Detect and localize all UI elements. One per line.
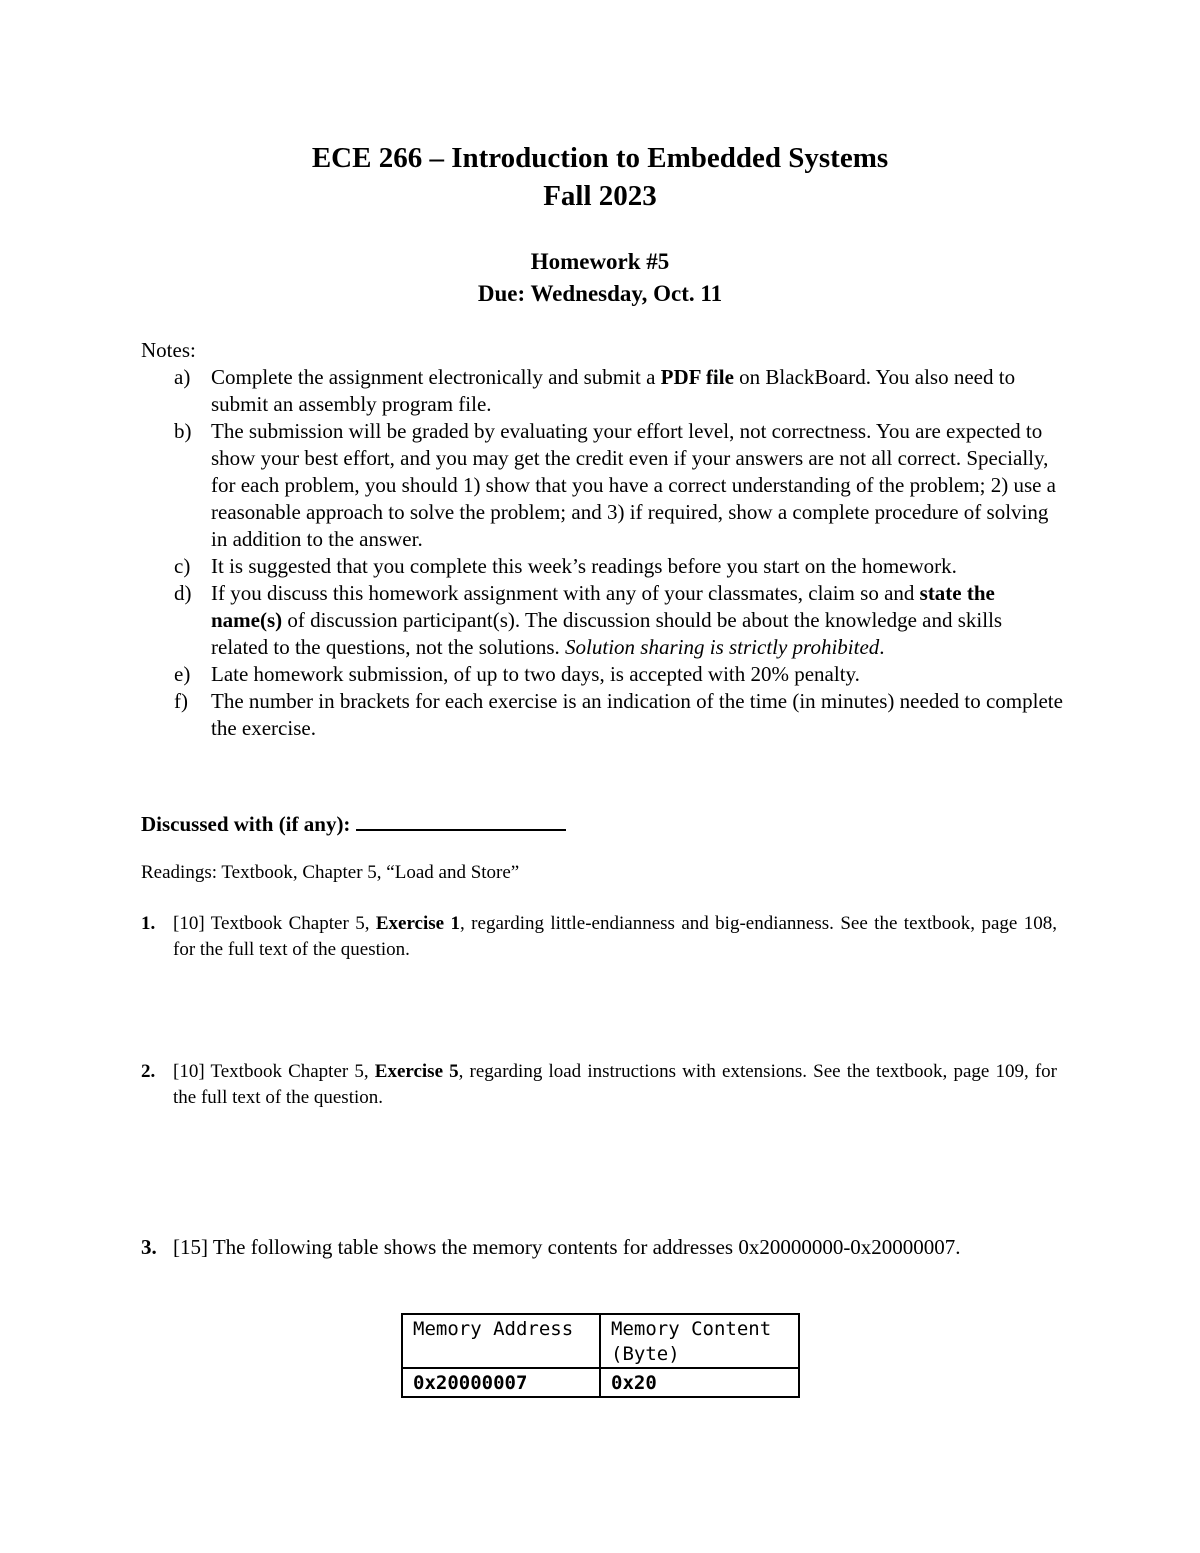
question-body: [10] Textbook Chapter 5, Exercise 1, regarding little-endianness and big-endianness. See the textbook, page 108, for the full text of the question. <box>173 913 1057 960</box>
assignment-title: Homework #5 <box>530 249 670 274</box>
note-marker: b) <box>174 419 192 443</box>
note-item: b) The submission will be graded by evaluating your effort level, not correctness. You are expected to show your best effort, and you may get the credit even if your answers are not all correct. Specially, for each problem, you should 1) show that you have a correct understanding of the problem; 2) use a reasonable approach to solve the problem; and 3) if required, show a complete procedure of solving in addition to the answer. <box>174 419 1057 551</box>
table-cell: 0x20000007 <box>402 1368 600 1397</box>
readings: Readings: Textbook, Chapter 5, “Load and Store” <box>141 862 520 883</box>
note-item: f) The number in brackets for each exercise is an indication of the time (in minutes) needed to complete the exercise. <box>174 689 1063 740</box>
discussed-with <box>141 809 566 837</box>
question-number: 2. <box>141 1061 156 1082</box>
column-header: Memory Content (Byte) <box>600 1314 799 1368</box>
discussed-label: Discussed with (if any): <box>141 812 351 836</box>
question-1 <box>141 911 1057 963</box>
note-marker: a) <box>174 365 191 389</box>
table-cell: 0x20 <box>600 1368 799 1397</box>
notes-list <box>174 364 1064 742</box>
note-marker: e) <box>174 662 191 686</box>
question-number: 1. <box>141 913 156 934</box>
note-item: a) Complete the assignment electronically and submit a PDF file on BlackBoard. You also need to submit an assembly program file. <box>174 365 1016 416</box>
question-3 <box>141 1234 1057 1260</box>
note-marker: d) <box>174 581 192 605</box>
course-title: ECE 266 – Introduction to Embedded Systems <box>311 142 889 174</box>
memory-table <box>401 1313 800 1398</box>
note-marker: f) <box>174 689 188 713</box>
note-item: d) If you discuss this homework assignment with any of your classmates, claim so and state the name(s) of discussion participant(s). The discussion should be about the knowledge and skills related to the questions, not the solutions. Solution sharing is strictly prohibited. <box>174 581 1003 659</box>
note-item: e) Late homework submission, of up to two days, is accepted with 20% penalty. <box>174 662 860 686</box>
notes-label: Notes: <box>141 338 196 362</box>
note-item: c) It is suggested that you complete this week’s readings before you start on the homework. <box>174 554 957 578</box>
question-body: [10] Textbook Chapter 5, Exercise 5, regarding load instructions with extensions. See the textbook, page 109, for the full text of the question. <box>173 1061 1057 1108</box>
table-row <box>402 1368 799 1397</box>
question-number: 3. <box>141 1235 157 1259</box>
discussed-blank-line[interactable] <box>356 809 566 831</box>
term: Fall 2023 <box>543 180 657 212</box>
due-date: Due: Wednesday, Oct. 11 <box>477 281 723 306</box>
question-body: [15] The following table shows the memory contents for addresses 0x20000000-0x20000007. <box>173 1235 961 1259</box>
question-2 <box>141 1059 1057 1111</box>
table-header-row <box>402 1314 799 1368</box>
column-header: Memory Address <box>402 1314 600 1368</box>
note-marker: c) <box>174 554 191 578</box>
